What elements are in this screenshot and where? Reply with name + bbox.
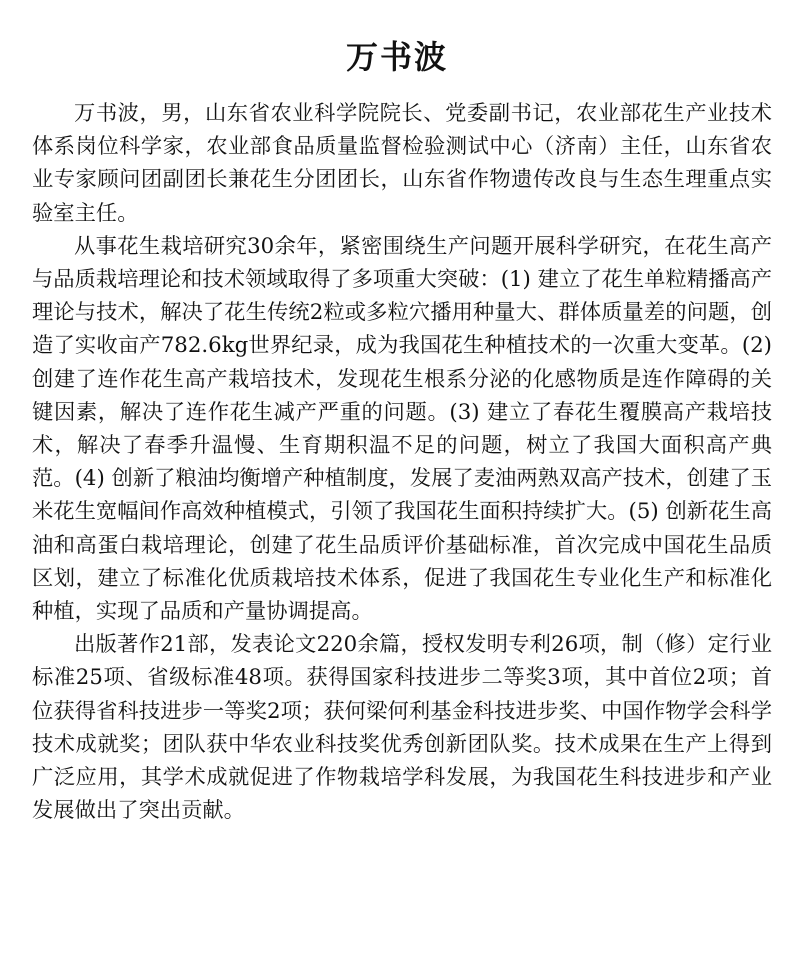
paragraph-achievements: 出版著作21部，发表论文220余篇，授权发明专利26项，制（修）定行业标准25项、省级标准48项。获得国家科技进步二等奖3项，其中首位2项；首位获得省科技进步一等奖2项；获何梁何利基金科技进步奖、中国作物学会科学技术成就奖；团队获中华农业科技奖优秀创新团队奖。技术成果在生产上得到广泛应用，其学术成就促进了作物栽培学科发展，为我国花生科技进步和产业发展做出了突出贡献。 [32, 632, 772, 824]
page-title: 万书波 [345, 38, 448, 77]
paragraph-research: 从事花生栽培研究30余年，紧密围绕生产问题开展科学研究，在花生高产与品质栽培理论和技术领域取得了多项重大突破：(1) 建立了花生单粒精播高产理论与技术，解决了花生传统2粒或多粒穴播用种量大、群体质量差的问题，创造了实收亩产782.6kg世界纪录，成为我国花生种植技术的一次重大变革。(2) 创建了连作花生高产栽培技术，发现花生根系分泌的化感物质是连作障碍的关键因素，解决了连作花生减产严重的问题。(3) 建立了春花生覆膜高产栽培技术，解决了春季升温慢、生育期积温不足的问题，树立了我国大面积高产典范。(4) 创新了粮油均衡增产种植制度，发展了麦油两熟双高产技术，创建了玉米花生宽幅间作高效种植模式，引领了我国花生面积持续扩大。(5) 创新花生高油和高蛋白栽培理论，创建了花生品质评价基础标准，首次完成中国花生品质区划，建立了标准化优质栽培技术体系，促进了我国花生专业化生产和标准化种植，实现了品质和产量协调提高。 [32, 233, 772, 625]
paragraph-intro: 万书波，男，山东省农业科学院院长、党委副书记，农业部花生产业技术体系岗位科学家，农业部食品质量监督检验测试中心（济南）主任，山东省农业专家顾问团副团长兼花生分团团长，山东省作物遗传改良与生态生理重点实验室主任。 [32, 101, 772, 226]
body-text [32, 97, 772, 827]
